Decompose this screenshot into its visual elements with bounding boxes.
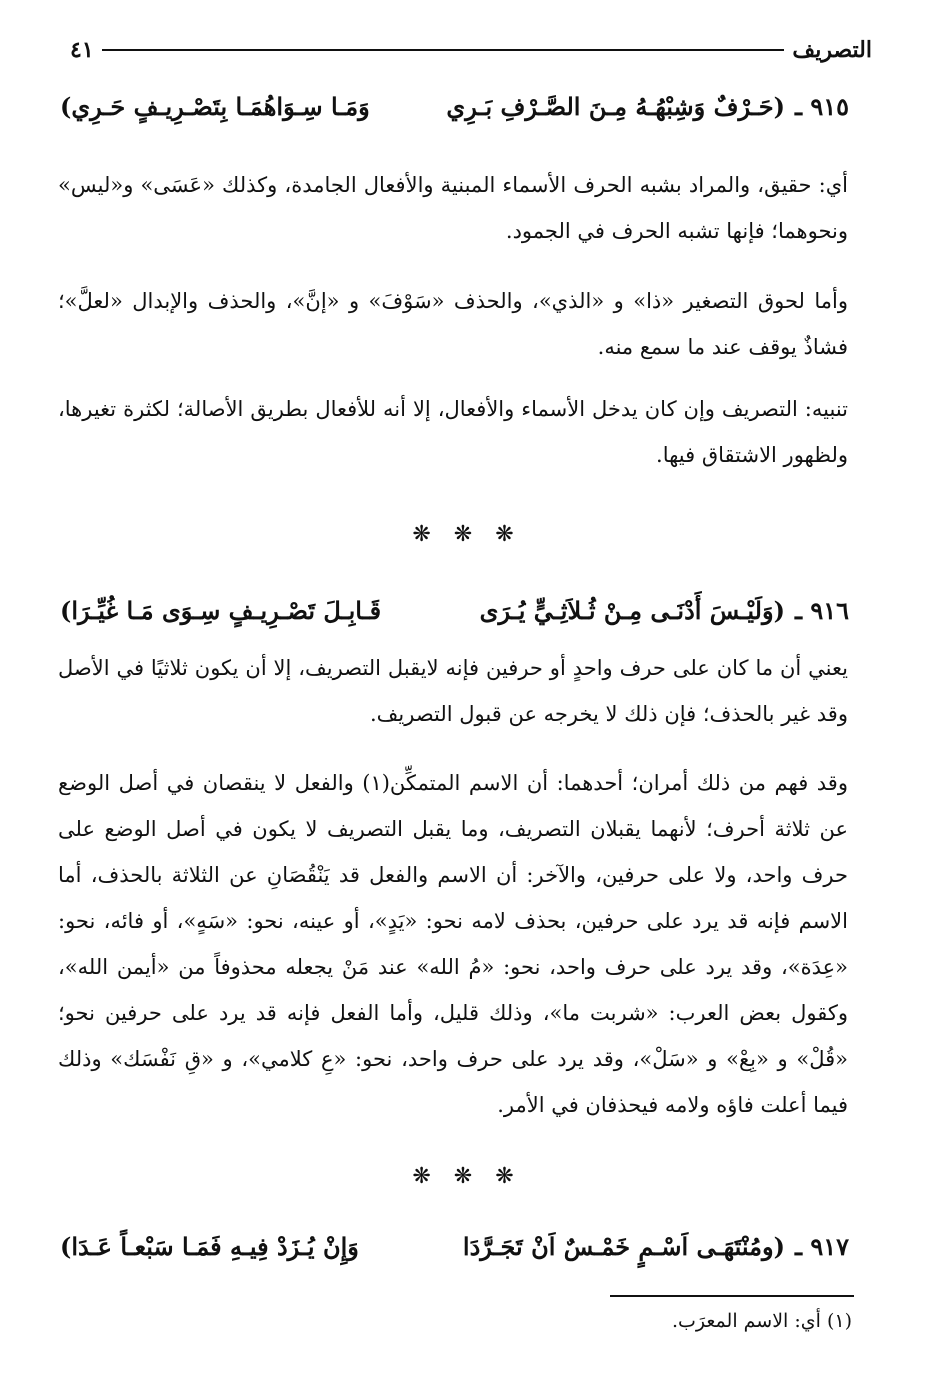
footnote: (١) أي: الاسم المعرَب. xyxy=(671,1310,852,1332)
paragraph-explanation: أي: حقيق، والمراد بشبه الحرف الأسماء المبنية والأفعال الجامدة، وكذلك «عَسَى» و«ليس» ونحوهما؛ فإنها تشبه الحرف في الجمود. xyxy=(58,173,848,243)
verse-917 xyxy=(60,1232,849,1261)
verse-916 xyxy=(60,596,849,625)
paragraph-discussion: وقد فهم من ذلك أمران؛ أحدهما: أن الاسم المتمكِّن(١) والفعل لا ينقصان في أصل الوضع عن ثلاثة أحرف؛ لأنهما يقبلان التصريف، وما يقبل التصريف لا يكون في أصل الوضع على حرف واحد، ولا على حرفين، والآخر: أن الاسم والفعل قد يَنْقُصَانِ عن الثلاثة بالحذف، أما الاسم فإنه قد يرد على حرفين، بحذف لامه نحو: «يَدٍ»، أو عينه، نحو: «سَهٍ»، أو فائه، نحو: «عِدَة»، وقد يرد على حرف واحد، نحو: «مُ الله» عند مَنْ يجعله محذوفاً من «أيمن الله»، وكقول بعض العرب: «شربت ما»، وذلك قليل، وأما الفعل فإنه قد يرد على حرفين نحو؛ «قُلْ» و «بِعْ» و «سَلْ»، وقد يرد على حرف واحد، نحو: «عِ كلامي»، و «قِ نَفْسَك» وذلك فيما أعلت فاؤه ولامه فيحذفان في الأمر. xyxy=(58,771,848,1117)
verse-hemistich-first: (وَلَيْـسَ أَدْنَـى مِـنْ ثُـلاَثِـيٍّ يُـرَى xyxy=(479,596,785,625)
header-rule xyxy=(102,49,785,51)
verse-number: ٩١٧ ـ xyxy=(794,1232,849,1261)
section-separator: ❋ ❋ ❋ xyxy=(412,1164,522,1189)
paragraph-meaning: يعني أن ما كان على حرف واحدٍ أو حرفين فإنه لايقبل التصريف، إلا أن يكون ثلاثيًا في الأصل وقد غير بالحذف؛ فإن ذلك لا يخرجه عن قبول التصريف. xyxy=(58,656,848,726)
footnote-rule xyxy=(610,1295,854,1297)
verse-hemistich-first: (ومُنْتَهَـى اَسْـمٍ خَمْـسٌ اَنْ تَجَـرَّدَا xyxy=(462,1232,785,1261)
verse-hemistich-second: قَـابِـلَ تَصْـرِيـفٍ سِـوَى مَـا غُيِّـرَا) xyxy=(60,596,382,625)
verse-hemistich-first: (حَـرْفٌ وَشِبْهُـهُ مِـنَ الصَّـرْفِ بَـرِي xyxy=(446,92,785,121)
paragraph-note: تنبيه: التصريف وإن كان يدخل الأسماء والأفعال، إلا أنه للأفعال بطريق الأصالة؛ لكثرة تغيرها، ولظهور الاشتقاق فيها. xyxy=(58,397,848,467)
verse-hemistich-second: وَإِنْ يُـزَدْ فِيـهِ فَمَـا سَبْعـاً عَـدَا) xyxy=(60,1232,359,1261)
verse-hemistich-second: وَمَـا سِـوَاهُمَـا بِتَصْـرِيـفٍ حَـرِي) xyxy=(60,92,370,121)
page-number: ٤١ xyxy=(70,37,94,63)
chapter-title: التصريف xyxy=(792,37,872,63)
verse-915 xyxy=(60,92,849,121)
page-header xyxy=(70,30,872,70)
verse-number: ٩١٦ ـ xyxy=(794,596,849,625)
section-separator: ❋ ❋ ❋ xyxy=(412,522,522,547)
paragraph-exceptions: وأما لحوق التصغير «ذا» و «الذي»، والحذف «سَوْفَ» و «إنَّ»، والحذف والإبدال «لعلَّ»؛ فشاذٌ يوقف عند ما سمع منه. xyxy=(58,289,848,359)
verse-number: ٩١٥ ـ xyxy=(794,92,849,121)
